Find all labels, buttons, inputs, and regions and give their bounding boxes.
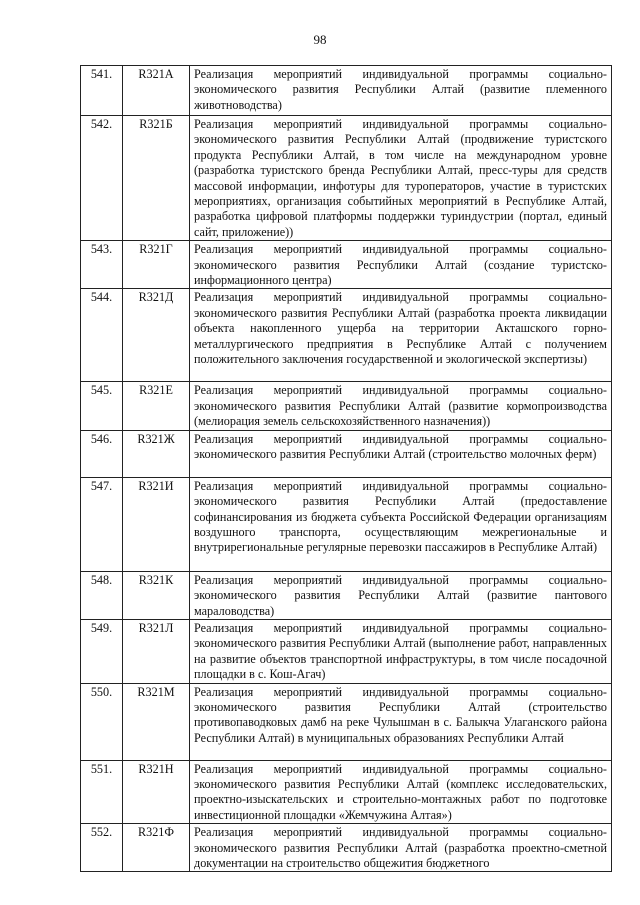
row-number: 547. [81, 477, 123, 571]
row-code: R321Н [123, 760, 190, 824]
table-row [81, 289, 612, 382]
row-description: Реализация мероприятий индивидуальной программы социально-экономического развития Республики Алтай (строительство молочных ферм) [190, 430, 612, 477]
row-code: R321И [123, 477, 190, 571]
row-code: R321Г [123, 241, 190, 289]
table-row [81, 241, 612, 289]
row-description: Реализация мероприятий индивидуальной программы социально-экономического развития Республики Алтай (развитие племенного животноводства) [190, 66, 612, 116]
row-description: Реализация мероприятий индивидуальной программы социально-экономического развития Республики Алтай (развитие кормопроизводства (мелиорация земель сельскохозяйственного назначения)) [190, 382, 612, 430]
table-row [81, 382, 612, 430]
table-row [81, 477, 612, 571]
table-row [81, 683, 612, 760]
row-number: 541. [81, 66, 123, 116]
row-code: R321Д [123, 289, 190, 382]
page-number: 98 [313, 32, 327, 47]
row-description: Реализация мероприятий индивидуальной программы социально-экономического развития Республики Алтай (создание туристско-информационного центра) [190, 241, 612, 289]
row-description: Реализация мероприятий индивидуальной программы социально-экономического развития Республики Алтай (выполнение работ, направленных на развитие объектов транспортной инфраструктуры, в том числе посадочной площадки в с. Кош-Агач) [190, 619, 612, 683]
row-number: 550. [81, 683, 123, 760]
table-row [81, 430, 612, 477]
row-number: 543. [81, 241, 123, 289]
row-code: R321Б [123, 116, 190, 241]
table-row [81, 760, 612, 824]
row-number: 546. [81, 430, 123, 477]
row-code: R321К [123, 571, 190, 619]
row-number: 548. [81, 571, 123, 619]
row-number: 545. [81, 382, 123, 430]
table-row [81, 824, 612, 872]
table-row [81, 571, 612, 619]
row-description: Реализация мероприятий индивидуальной программы социально-экономического развития Республики Алтай (разработка проектно-сметной документации на строительство общежития бюджетного [190, 824, 612, 872]
row-description: Реализация мероприятий индивидуальной программы социально-экономического развития Республики Алтай (продвижение туристского продукта Республики Алтай, в том числе на международном уровне (разработка туристского бренда Республики Алтай, пресс-туры для средств массовой информации, инфотуры для туроператоров, участие в туристских мероприятиях, организация событийных мероприятий в Республике Алтай, разработка цифровой платформы поддержки туриндустрии (портал, единый сайт, приложение)) [190, 116, 612, 241]
row-code: R321Ж [123, 430, 190, 477]
table-row [81, 116, 612, 241]
row-code: R321М [123, 683, 190, 760]
row-number: 551. [81, 760, 123, 824]
table-row [81, 66, 612, 116]
row-description: Реализация мероприятий индивидуальной программы социально-экономического развития Республики Алтай (разработка проекта ликвидации объекта накопленного ущерба на территории Акташского горно-металлургического предприятия в Республике Алтай с получением положительного заключения государственной и экологической экспертизы) [190, 289, 612, 382]
table-row [81, 619, 612, 683]
row-description: Реализация мероприятий индивидуальной программы социально-экономического развития Республики Алтай (предоставление софинансирования из бюджета субъекта Российской Федерации организациям воздушного транспорта, осуществляющим межрегиональные и внутрирегиональные регулярные перевозки пассажиров в Республике Алтай) [190, 477, 612, 571]
row-number: 544. [81, 289, 123, 382]
expenditure-codes-table [80, 65, 612, 872]
row-description: Реализация мероприятий индивидуальной программы социально-экономического развития Республики Алтай (развитие пантового мараловодства) [190, 571, 612, 619]
row-code: R321A [123, 66, 190, 116]
row-code: R321Е [123, 382, 190, 430]
row-number: 542. [81, 116, 123, 241]
row-code: R321Ф [123, 824, 190, 872]
row-number: 549. [81, 619, 123, 683]
row-number: 552. [81, 824, 123, 872]
row-description: Реализация мероприятий индивидуальной программы социально-экономического развития Республики Алтай (строительство противопаводковых дамб на реке Чулышман в с. Балыкча Улаганского района Республики Алтай) в муниципальных образованиях Республики Алтай [190, 683, 612, 760]
row-code: R321Л [123, 619, 190, 683]
row-description: Реализация мероприятий индивидуальной программы социально-экономического развития Республики Алтай (комплекс исследовательских, проектно-изыскательских и строительно-монтажных работ по подготовке инвестиционной площадки «Жемчужина Алтая») [190, 760, 612, 824]
